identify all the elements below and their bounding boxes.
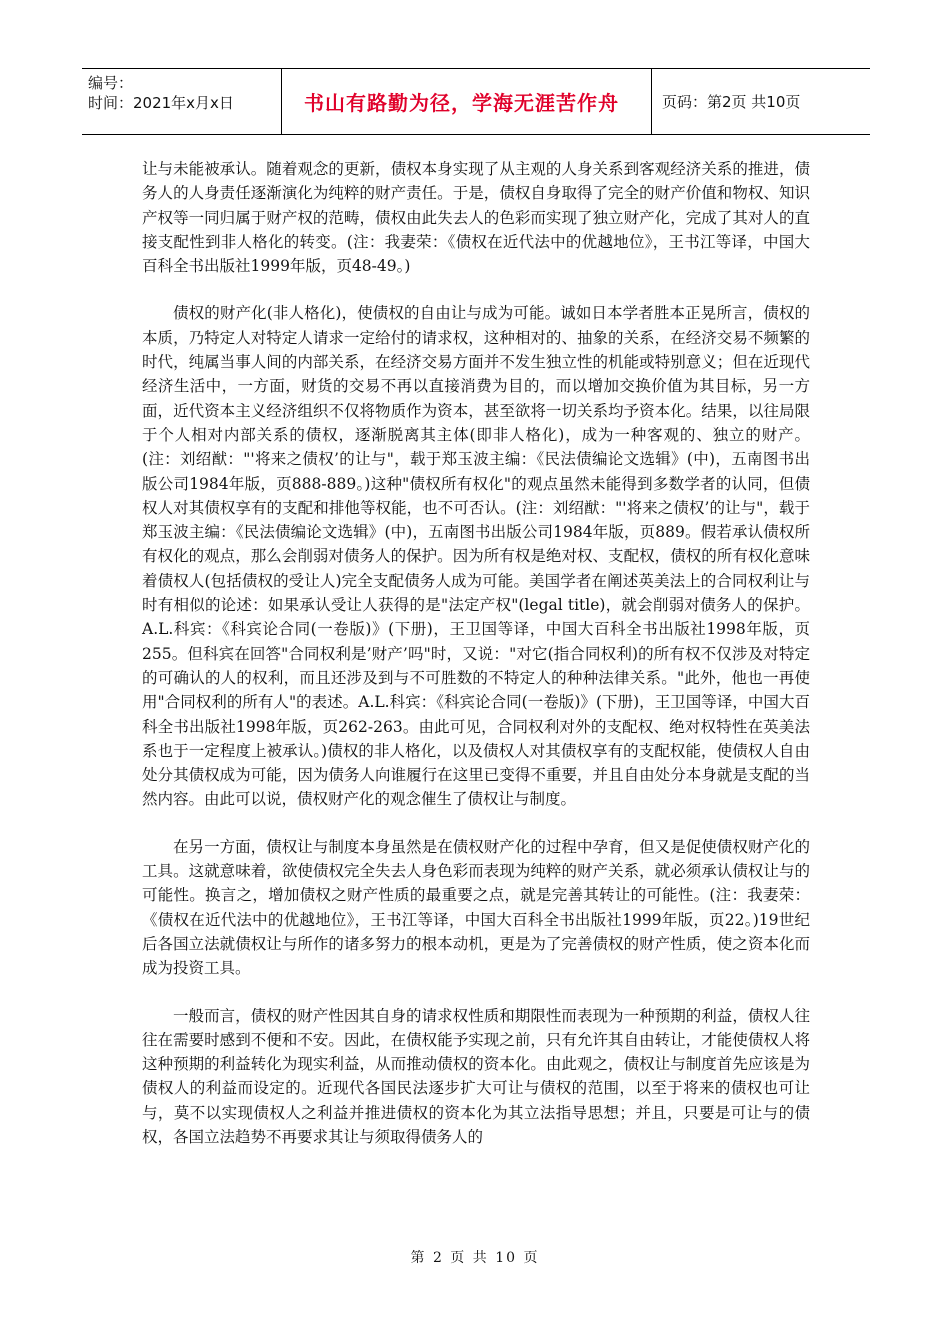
document-body bbox=[142, 157, 810, 1172]
header-motto: 书山有路勤为径，学海无涯苦作舟 bbox=[282, 69, 652, 134]
page-footer: 第 2 页 共 10 页 bbox=[410, 1250, 540, 1266]
paragraph-4: 一般而言，债权的财产性因其自身的请求权性质和期限性而表现为一种预期的利益，债权人往往在需要时感到不便和不安。因此，在债权能予实现之前，只有允许其自由转让，才能使债权人将这种预期的利益转化为现实利益，从而推动债权的资本化。由此观之，债权让与制度首先应该是为债权人的利益而设定的。近现代各国民法逐步扩大可让与债权的范围，以至于将来的债权也可让与，莫不以实现债权人之利益并推进债权的资本化为其立法指导思想；并且，只要是可让与的债权，各国立法趋势不再要求其让与须取得债务人的 bbox=[142, 1006, 810, 1146]
document-number-label: 编号： bbox=[88, 74, 134, 92]
paragraph-2: 债权的财产化(非人格化)，使债权的自由让与成为可能。诚如日本学者胜本正晃所言，债权的本质，乃特定人对特定人请求一定给付的请求权，这种相对的、抽象的关系，在经济交易不频繁的时代，纯属当事人间的内部关系，在经济交易方面并不发生独立性的机能或特别意义；但在近现代经济生活中，一方面，财货的交易不再以直接消费为目的，而以增加交换价值为其目标，另一方面，近代资本主义经济组织不仅将物质作为资本，甚至欲将一切关系均予资本化。结果，以往局限于个人相对内部关系的债权，逐渐脱离其主体(即非人格化)，成为一种客观的、独立的财产。(注：刘绍猷："'将来之债权’的让与"，载于郑玉波主编：《民法债编论文选辑》(中)，五南图书出版公司1984年版，页888-889。)这种"债权所有权化"的观点虽然未能得到多数学者的认同，但债权人对其债权享有的支配和排他等权能，也不可否认。(注：刘绍猷："'将来之债权’的让与"，载于郑玉波主编：《民法债编论文选辑》(中)，五南图书出版公司1984年版，页889。假若承认债权所有权化的观点，那么会削弱对债务人的保护。因为所有权是绝对权、支配权，债权的所有权化意味着债权人(包括债权的受让人)完全支配债务人成为可能。美国学者在阐述英美法上的合同权利让与时有相似的论述：如果承认受让人获得的是"法定产权"(legal title)，就会削弱对债务人的保护。A.L.科宾：《科宾论合同(一卷版)》(下册)，王卫国等译，中国大百科全书出版社1998年版，页255。但科宾在回答"合同权利是’财产’吗"时，又说："对它(指合同权利)的所有权不仅涉及对特定的可确认的人的权利，而且还涉及到与不可胜数的不特定人的种种法律关系。"此外，他也一再使用"合同权利的所有人"的表述。A.L.科宾：《科宾论合同(一卷版)》(下册)，王卫国等译，中国大百科全书出版社1998年版，页262-263。由此可见，合同权利对外的支配权、绝对权特性在英美法系也于一定程度上被承认。)债权的非人格化，以及债权人对其债权享有的支配权能，使债权人自由处分其债权成为可能，因为债务人向谁履行在这里已变得不重要，并且自由处分本身就是支配的当然内容。由此可以说，债权财产化的观念催生了债权让与制度。 bbox=[142, 304, 810, 809]
page-header bbox=[82, 68, 870, 135]
paragraph-1: 让与未能被承认。随着观念的更新，债权本身实现了从主观的人身关系到客观经济关系的推进，债务人的人身责任逐渐演化为纯粹的财产责任。于是，债权自身取得了完全的财产价值和物权、知识产权等一同归属于财产权的范畴，债权由此失去人的色彩而实现了独立财产化，完成了其对人的直接支配性到非人格化的转变。(注：我妻荣：《债权在近代法中的优越地位》，王书江等译，中国大百科全书出版社1999年版，页48-49。) bbox=[142, 160, 810, 276]
header-meta bbox=[82, 69, 282, 134]
paragraph-3: 在另一方面，债权让与制度本身虽然是在债权财产化的过程中孕育，但又是促使债权财产化的工具。这就意味着，欲使债权完全失去人身色彩而表现为纯粹的财产关系，就必须承认债权让与的可能性。换言之，增加债权之财产性质的最重要之点，就是完善其转让的可能性。(注：我妻荣：《债权在近代法中的优越地位》，王书江等译，中国大百科全书出版社1999年版，页22。)19世纪后各国立法就债权让与所作的诸多努力的根本动机，更是为了完善债权的财产性质，使之资本化而成为投资工具。 bbox=[142, 837, 810, 978]
document-time: 时间：2021年x月x日 bbox=[88, 94, 234, 112]
header-page-info: 页码：第2页 共10页 bbox=[662, 93, 801, 111]
